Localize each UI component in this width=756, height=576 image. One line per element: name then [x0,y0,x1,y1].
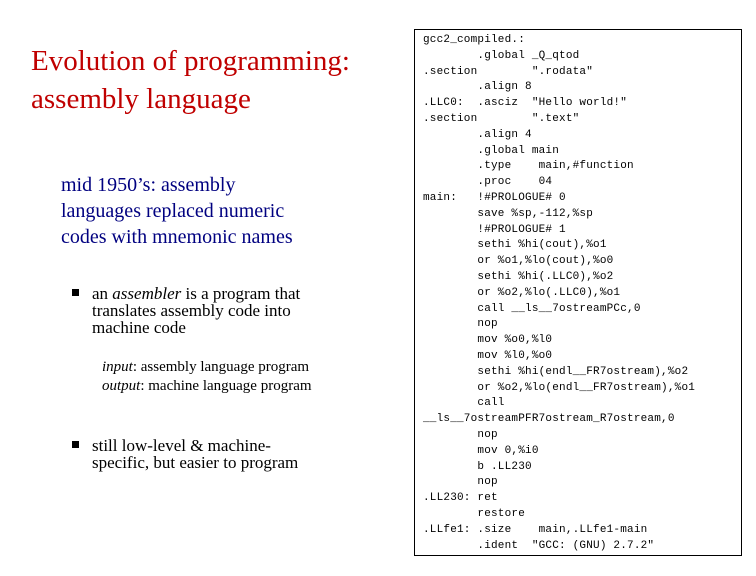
code-line: or %o2,%lo(endl__FR7ostream),%o1 [423,381,696,394]
code-line: mov %o0,%l0 [423,334,553,347]
assembler-post: is a program that [181,284,301,303]
assembler-bullet-line-3: machine code [92,318,186,337]
code-line: call __ls__7ostreamPCc,0 [423,302,641,315]
code-line: or %o2,%lo(.LLC0),%o1 [423,286,621,299]
assembler-pre: an [92,284,113,303]
assembler-bullet-text [92,285,392,336]
code-line: main: !#PROLOGUE# 0 [423,191,566,204]
output-label: output [102,378,141,394]
slide-title-line-1: Evolution of programming: [31,45,350,77]
code-line: sethi %hi(.LLC0),%o2 [423,270,614,283]
intro-line-2: languages replaced numeric [61,200,285,222]
assembler-bullet-line-1 [92,285,392,302]
code-line: .align 8 [423,81,532,94]
code-line: mov 0,%i0 [423,444,539,457]
code-line: nop [423,428,498,441]
low-level-bullet-text [92,437,392,471]
square-bullet-icon [72,441,79,448]
code-line: .section ".text" [423,112,580,125]
input-text: : assembly language program [132,359,310,375]
output-line [102,377,402,396]
code-line: save %sp,-112,%sp [423,207,594,220]
slide-title [31,42,411,118]
low-level-bullet-line-1: still low-level & machine- [92,436,271,455]
code-line: .LL230: ret [423,492,498,505]
square-bullet-icon [72,289,79,296]
code-line: .proc 04 [423,176,553,189]
assembler-term: assembler [112,284,182,303]
code-line: .type main,#function [423,160,634,173]
slide-title-line-2: assembly language [31,83,251,115]
code-line: .global _Q_qtod [423,49,580,62]
code-line: mov %l0,%o0 [423,349,553,362]
code-line: .section ".rodata" [423,65,594,78]
input-line [102,358,402,377]
code-line: nop [423,318,498,331]
assembly-code-panel [414,29,742,556]
intro-line-1: mid 1950’s: assembly [61,174,236,196]
code-line: sethi %hi(endl__FR7ostream),%o2 [423,365,689,378]
input-output-block [102,358,402,396]
code-line: sethi %hi(cout),%o1 [423,239,607,252]
code-line: .align 4 [423,128,532,141]
intro-text [61,172,381,250]
code-line: or %o1,%lo(cout),%o0 [423,255,614,268]
code-line: .LLfe1: .size main,.LLfe1-main [423,523,648,536]
code-line: call [423,397,505,410]
assembly-code-listing [423,33,695,554]
input-label: input [102,359,133,375]
code-line: gcc2_compiled.: [423,34,526,46]
code-line: .ident "GCC: (GNU) 2.7.2" [423,539,655,552]
intro-line-3: codes with mnemonic names [61,226,293,248]
code-line: __ls__7ostreamPFR7ostream_R7ostream,0 [423,413,675,426]
code-line: b .LL230 [423,460,532,473]
output-text: : machine language program [140,378,312,394]
code-line: restore [423,507,526,520]
code-line: nop [423,476,498,489]
code-line: .LLC0: .asciz "Hello world!" [423,97,628,110]
code-line: !#PROLOGUE# 1 [423,223,566,236]
assembler-bullet-line-2: translates assembly code into [92,301,291,320]
code-line: .global main [423,144,560,157]
low-level-bullet-line-2: specific, but easier to program [92,453,299,472]
